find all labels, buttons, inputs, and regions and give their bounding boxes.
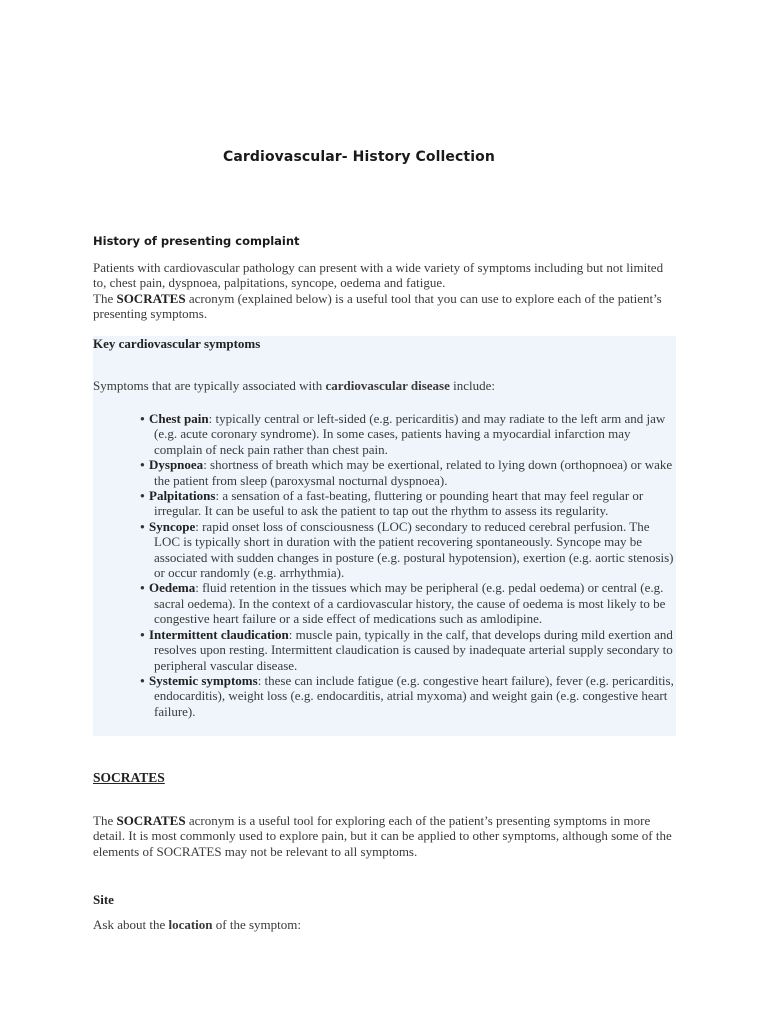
bold-term: Oedema <box>149 580 196 596</box>
bold-term: Chest pain <box>149 411 209 426</box>
site-heading: Site <box>93 892 114 907</box>
symptom-list <box>131 411 676 719</box>
bold-term: cardiovascular disease <box>325 378 450 393</box>
section-heading-hpc: History of presenting complaint <box>93 234 300 248</box>
symptom-item-claudication: ● Intermittent claudication: muscle pain, typically in the calf, that develops during mild exertion and resolves upon resting. Intermittent claudication is caused by inadequate arterial supply secondary to peripheral vascular disease. <box>131 627 676 673</box>
symptom-item-syncope: ● Syncope: rapid onset loss of consciousness (LOC) secondary to reduced cerebral perfusion. The LOC is typically short in duration with the patient recovering spontaneously. Syncope may be associated with sudden changes in posture (e.g. postural hypotension), exertion (e.g. aortic stenosis) or occur randomly (e.g. arrhythmia). <box>131 519 676 581</box>
key-symptoms-intro: Symptoms that are typically associated with cardiovascular disease include: <box>93 378 495 393</box>
site-paragraph: Ask about the location of the symptom: <box>93 917 301 932</box>
bold-term: Intermittent claudication <box>149 626 289 642</box>
symptom-item-dyspnoea: ● Dyspnoea: shortness of breath which may be exertional, related to lying down (orthopnoea) or wake the patient from sleep (paroxysmal nocturnal dyspnoea). <box>131 457 676 488</box>
bold-term: Systemic symptoms <box>149 672 258 688</box>
key-symptoms-heading: Key cardiovascular symptoms <box>93 336 261 351</box>
bold-term: SOCRATES <box>116 290 186 306</box>
bold-term: Dyspnoea <box>149 457 204 473</box>
symptom-item-chest-pain: ● Chest pain: typically central or left-sided (e.g. pericarditis) and may radiate to the left arm and jaw (e.g. acute coronary syndrome). In some cases, patients having a myocardial infarction may complain of neck pain rather than chest pain. <box>131 411 676 457</box>
socrates-heading: SOCRATES <box>93 770 165 785</box>
symptom-item-oedema: ● Oedema: fluid retention in the tissues which may be peripheral (e.g. pedal oedema) or central (e.g. sacral oedema). In the context of a cardiovascular history, the cause of oedema is most likely to be congestive heart failure or a side effect of medications such as amlodipine. <box>131 580 676 626</box>
document-title: Cardiovascular- History Collection <box>223 149 495 165</box>
symptom-item-systemic: ● Systemic symptoms: these can include fatigue (e.g. congestive heart failure), fever (e.g. pericarditis, endocarditis), weight loss (e.g. endocarditis, atrial myxoma) and weight gain (e.g. congestive heart failure). <box>131 673 676 719</box>
hpc-intro-paragraph: Patients with cardiovascular pathology can present with a wide variety of symptoms including but not limited to, chest pain, dyspnoea, palpitations, syncope, oedema and fatigue. The SOCRATES acronym (explained below) is a useful tool that you can use to explore each of the patient’s presenting symptoms. <box>93 260 664 322</box>
bold-term: SOCRATES <box>116 813 186 828</box>
bold-term: location <box>168 917 213 932</box>
bold-term: Palpitations <box>149 488 216 504</box>
bold-term: Syncope <box>149 518 196 534</box>
symptom-item-palpitations: ● Palpitations: a sensation of a fast-beating, fluttering or pounding heart that may feel regular or irregular. It can be useful to ask the patient to tap out the rhythm to assess its regularity. <box>131 488 676 519</box>
socrates-paragraph: The SOCRATES acronym is a useful tool for exploring each of the patient’s presenting symptoms in more detail. It is most commonly used to explore pain, but it can be applied to other symptoms, although some of the elements of SOCRATES may not be relevant to all symptoms. <box>93 813 672 859</box>
